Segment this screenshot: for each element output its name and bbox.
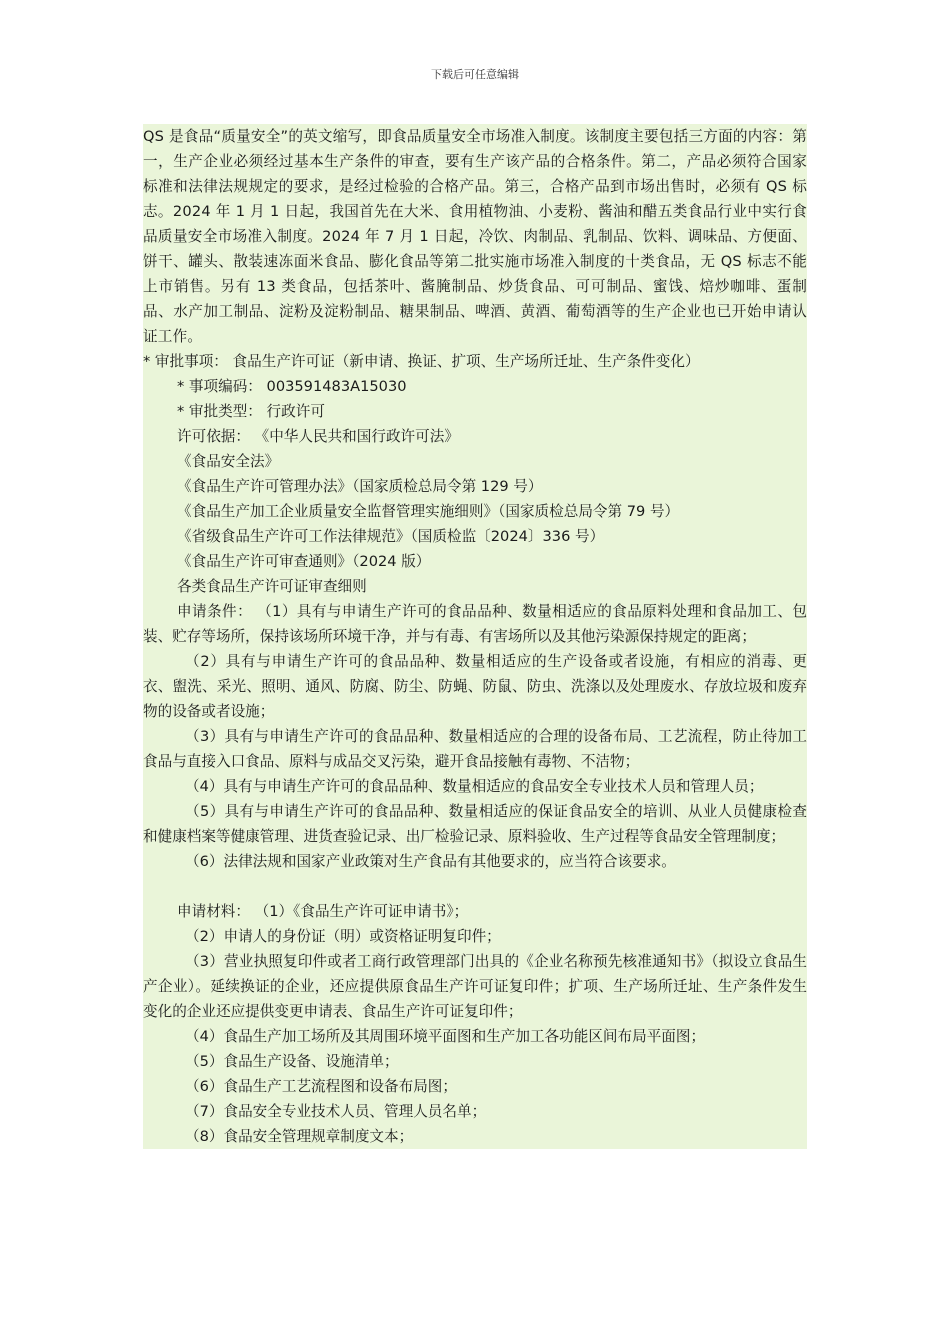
basis-item: 《食品生产许可审查通则》（2024 版）	[177, 553, 431, 570]
approval-item: * 审批事项： 食品生产许可证（新申请、换证、扩项、生产场所迁址、生产条件变化）	[143, 353, 700, 370]
approval-code: * 事项编码： 003591483A15030	[177, 378, 407, 395]
page-header: 下载后可任意编辑	[431, 68, 519, 81]
material-item: （6）食品生产工艺流程图和设备布局图；	[185, 1078, 457, 1095]
material-item: 申请材料： （1）《食品生产许可证申请书》；	[177, 903, 469, 920]
material-item: （5）食品生产设备、设施清单；	[185, 1053, 399, 1070]
basis-item: 《食品生产加工企业质量安全监督管理实施细则》（国家质检总局令第 79 号）	[177, 503, 680, 520]
material-item: （7）食品安全专业技术人员、管理人员名单；	[185, 1103, 487, 1120]
condition-item: （6）法律法规和国家产业政策对生产食品有其他要求的，应当符合该要求。	[185, 853, 676, 870]
condition-item: （2）具有与申请生产许可的食品品种、数量相适应的生产设备或者设施，有相应的消毒、更衣、盥洗、采光、照明、通风、防腐、防尘、防蝇、防鼠、防虫、洗涤以及处理废水、存放垃圾和废弃物的设备或者设施；	[143, 653, 807, 720]
basis-item: 各类食品生产许可证审查细则	[177, 578, 367, 595]
spacer	[143, 874, 807, 899]
material-item: （4）食品生产加工场所及其周围环境平面图和生产加工各功能区间布局平面图；	[185, 1028, 706, 1045]
condition-item: （5）具有与申请生产许可的食品品种、数量相适应的保证食品安全的培训、从业人员健康检查和健康档案等健康管理、进货查验记录、出厂检验记录、原料验收、生产过程等食品安全管理制度；	[143, 803, 807, 845]
materials-section	[143, 899, 807, 1149]
condition-item: （4）具有与申请生产许可的食品品种、数量相适应的食品安全专业技术人员和管理人员；	[185, 778, 764, 795]
basis-title: 许可依据： 《中华人民共和国行政许可法》	[177, 428, 459, 445]
basis-item: 《省级食品生产许可工作法律规范》（国质检监〔2024〕336 号）	[177, 528, 605, 545]
material-item: （3）营业执照复印件或者工商行政管理部门出具的《企业名称预先核准通知书》（拟设立食品生产企业）。延续换证的企业，还应提供原食品生产许可证复印件；扩项、生产场所迁址、生产条件发生变化的企业还应提供变更申请表、食品生产许可证复印件；	[143, 953, 807, 1020]
condition-item: 申请条件： （1）具有与申请生产许可的食品品种、数量相适应的食品原料处理和食品加工、包装、贮存等场所，保持该场所环境干净，并与有毒、有害场所以及其他污染源保持规定的距离；	[143, 603, 807, 645]
intro-paragraph: QS 是食品“质量安全”的英文缩写，即食品质量安全市场准入制度。该制度主要包括三方面的内容：第一，生产企业必须经过基本生产条件的审查，要有生产该产品的合格条件。第二，产品必须符合国家标准和法律法规规定的要求，是经过检验的合格产品。第三，合格产品到市场出售时，必须有 QS 标志。2024 年 1 月 1 日起，我国首先在大米、食用植物油、小麦粉、酱油和醋五类食品行业中实行食品质量安全市场准入制度。2024 年 7 月 1 日起，冷饮、肉制品、乳制品、饮料、调味品、方便面、饼干、罐头、散装速冻面米食品、膨化食品等第二批实施市场准入制度的十类食品，无 QS 标志不能上市销售。另有 13 类食品，包括茶叶、酱腌制品、炒货食品、可可制品、蜜饯、焙炒咖啡、蛋制品、水产加工制品、淀粉及淀粉制品、糖果制品、啤酒、黄酒、葡萄酒等的生产企业也已开始申请认证工作。	[143, 124, 807, 349]
basis-item: 《食品安全法》	[177, 453, 280, 470]
material-item: （2）申请人的身份证（明）或资格证明复印件；	[185, 928, 501, 945]
condition-item: （3）具有与申请生产许可的食品品种、数量相适应的合理的设备布局、工艺流程，防止待加工食品与直接入口食品、原料与成品交叉污染，避开食品接触有毒物、不洁物；	[143, 728, 807, 770]
document-body	[143, 124, 807, 1149]
conditions-section	[143, 599, 807, 899]
approval-type: * 审批类型： 行政许可	[177, 403, 325, 420]
material-item: （8）食品安全管理规章制度文本；	[185, 1128, 414, 1145]
basis-item: 《食品生产许可管理办法》（国家质检总局令第 129 号）	[177, 478, 543, 495]
approval-section	[143, 349, 807, 599]
